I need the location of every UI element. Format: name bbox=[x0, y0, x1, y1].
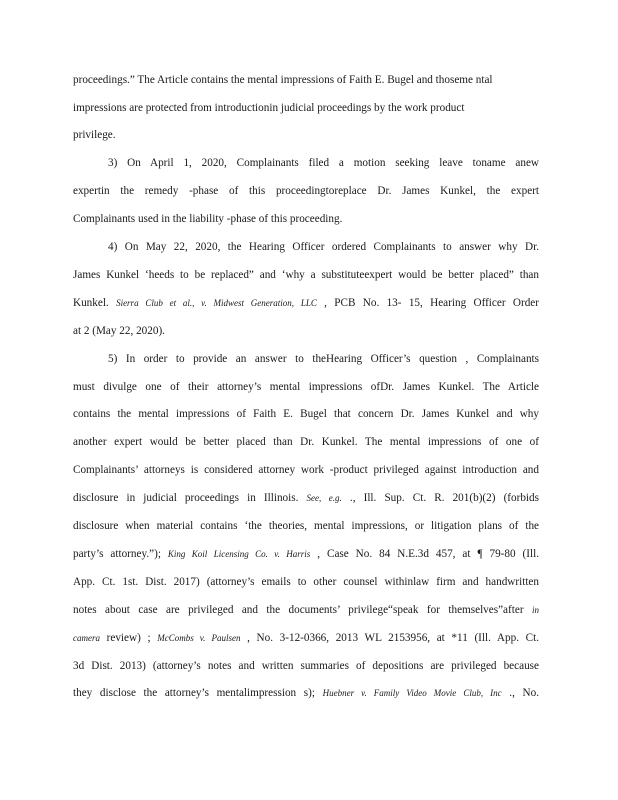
text-line: disclosure when material contains ‘the theories, mental impressions, or litigation plans of the bbox=[73, 520, 539, 532]
line-text: notes about case are privileged and the documents’ privilege“speak for themselves”after bbox=[73, 604, 532, 616]
text-line: App. Ct. 1st. Dist. 2017) (attorney’s emails to other counsel withinlaw firm and handwritten bbox=[73, 576, 539, 588]
line-text: review) ; bbox=[100, 632, 158, 644]
line-text: they disclose the attorney’s mentalimpression s); bbox=[73, 687, 323, 699]
text-line bbox=[73, 296, 539, 310]
text-line bbox=[73, 547, 539, 561]
text-line: at 2 (May 22, 2020). bbox=[73, 325, 165, 337]
text-line: expertin the remedy -phase of this proceedingtoreplace Dr. James Kunkel, the expert bbox=[73, 185, 539, 197]
text-line: 3d Dist. 2013) (attorney’s notes and written summaries of depositions are privileged because bbox=[73, 660, 539, 672]
text-line: Complainants’ attorneys is considered attorney work -product privileged against introduction and bbox=[73, 464, 539, 476]
latin-phrase: camera bbox=[73, 633, 100, 643]
line-text: , No. 3-12-0366, 2013 WL 2153956, at *11 (Ill. App. Ct. bbox=[240, 632, 539, 644]
line-text: disclosure in judicial proceedings in Illinois. bbox=[73, 492, 307, 504]
text-line: proceedings.” The Article contains the mental impressions of Faith E. Bugel and thoseme ntal bbox=[73, 74, 493, 86]
text-line: another expert would be better placed than Dr. Kunkel. The mental impressions of one of bbox=[73, 436, 539, 448]
case-citation: Huebner v. Family Video Movie Club, Inc bbox=[322, 688, 502, 698]
line-text: ., Ill. Sup. Ct. R. 201(b)(2) (forbids bbox=[341, 492, 539, 504]
text-line bbox=[73, 491, 539, 505]
text-line: privilege. bbox=[73, 129, 116, 141]
text-line bbox=[73, 686, 539, 700]
text-line bbox=[73, 631, 539, 645]
line-text: , Case No. 84 N.E.3d 457, at ¶ 79-80 (Ill. bbox=[310, 548, 540, 560]
case-citation: Sierra Club et al., v. Midwest Generation, LLC bbox=[116, 298, 317, 308]
paragraph-5-line: 5) In order to provide an answer to theHearing Officer’s question , Complainants bbox=[108, 353, 539, 365]
signal-word: See, e.g. bbox=[306, 493, 342, 503]
text-line: contains the mental impressions of Faith E. Bugel that concern Dr. James Kunkel and why bbox=[73, 408, 539, 420]
latin-phrase: in bbox=[531, 605, 539, 615]
line-text: , PCB No. 13- 15, Hearing Officer Order bbox=[316, 297, 539, 309]
line-text: ., No. bbox=[501, 687, 539, 699]
text-line: impressions are protected from introductionin judicial proceedings by the work product bbox=[73, 102, 465, 114]
case-citation: McCombs v. Paulsen bbox=[157, 633, 241, 643]
text-line bbox=[73, 603, 539, 617]
text-line: must divulge one of their attorney’s mental impressions ofDr. James Kunkel. The Article bbox=[73, 381, 539, 393]
paragraph-3-line: 3) On April 1, 2020, Complainants filed a motion seeking leave toname anew bbox=[108, 157, 539, 169]
line-text: party’s attorney.”); bbox=[73, 548, 168, 560]
paragraph-4-line: 4) On May 22, 2020, the Hearing Officer ordered Complainants to answer why Dr. bbox=[108, 241, 539, 253]
line-text: Kunkel. bbox=[73, 297, 117, 309]
text-line: James Kunkel ‘heeds to be replaced” and ‘why a substituteexpert would be better placed” than bbox=[73, 269, 539, 281]
case-citation: King Koil Licensing Co. v. Harris bbox=[167, 549, 311, 559]
text-line: Complainants used in the liability -phase of this proceeding. bbox=[73, 213, 343, 225]
